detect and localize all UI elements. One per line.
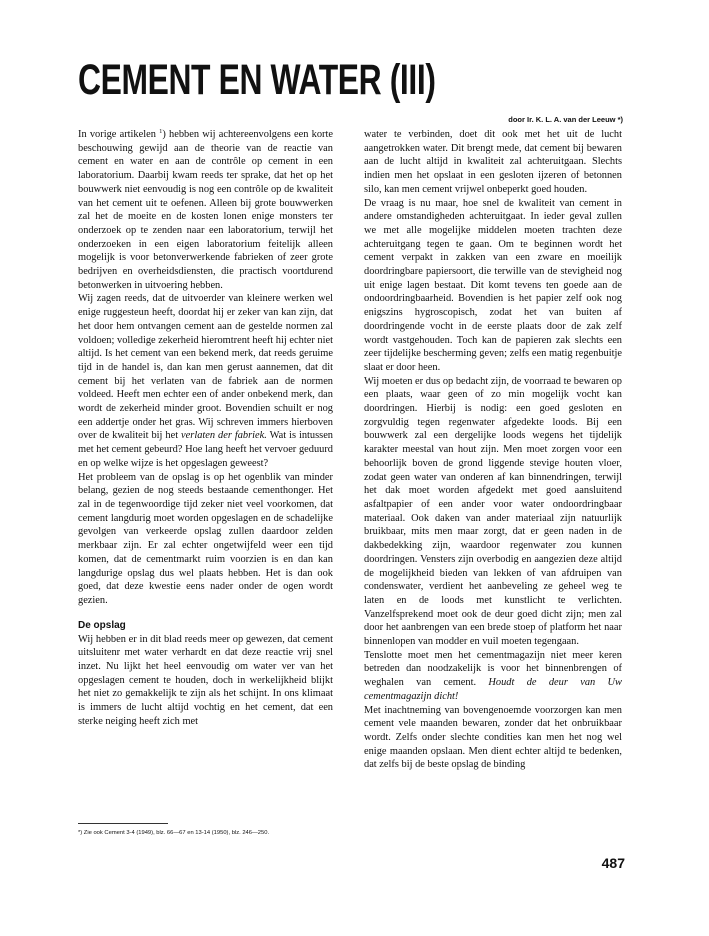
footnote: *) Zie ook Cement 3-4 (1949), blz. 66—67 en 13-14 (1950), blz. 246—250.	[78, 830, 270, 836]
emphasis-text: verlaten der fabriek.	[181, 430, 267, 442]
right-column	[364, 128, 622, 772]
footnote-reference: 1	[159, 128, 163, 135]
author-byline: door Ir. K. L. A. van der Leeuw *)	[508, 115, 623, 124]
paragraph-text: ) hebben wij achtereenvolgens een korte beschouwing gewijd aan de theorie van de reactie van cement en water en aan de contrôle op cement in een laboratorium. Daarbij kwam reeds ter sprake, dat het op het bouwwerk niet eenvoudig is nog een contrôle op de kwaliteit van het cement uit te oefenen. Alleen bij grote bouwwerken zal het de moeite en de kosten lonen enige monsters ter onderzoek op te zenden naar een laboratorium, terwijl het onderzoeken in een eigen laboratorium feitelijk alleen mogelijk is voor betonverwerkende fabrieken of zeer grote bedrijven en overheidsdiensten, die practisch voortdurend betonwerken in uitvoering hebben.	[78, 129, 333, 291]
paragraph: De vraag is nu maar, hoe snel de kwaliteit van cement in andere omstandigheden achteruitgaat. In ieder geval zullen we met alle mogelijke middelen moeten trachten deze achteruitgang tegen te gaan. Om te beginnen wordt het cement verpakt in zakken van een zware en moeilijk doordringbare papiersoort, die terwille van de stevigheid nog uit enige lagen bestaat. Dit komt tevens ten goede aan de ondoordringbaarheid. Bovendien is het papier zelf ook nog enigszins hygroscopisch, zodat het van buiten af doordringende vocht in de eerste plaats door de zak zelf wordt vastgehouden. Toch kan de papieren zak slechts een zeer tijdelijke bescherming geven; zelfs een matig regenbuitje slaat er door heen.	[364, 197, 622, 373]
article-title: CEMENT EN WATER (III)	[78, 56, 436, 104]
paragraph-text: Tenslotte moet men het cementmagazijn niet meer keren betreden dan noodzakelijk is voor het binnenbrengen of weghalen van cement.	[364, 649, 622, 689]
paragraph-text: In vorige artikelen	[78, 129, 160, 140]
paragraph	[364, 649, 622, 704]
page-number: 487	[601, 855, 625, 871]
paragraph	[78, 128, 333, 292]
paragraph: Wij moeten er dus op bedacht zijn, de voorraad te bewaren op een plaats, waar geen of zo min mogelijk vocht kan doordringen. Hierbij is nodig: een goed gesloten en zorgvuldig tegen regenwater afgedekte loods. Bij een bouwwerk zal een dergelijke loods wegens het tijdelijk karakter meestal van hout zijn. Men moet zorgen voor een behoorlijk boven de grond liggende stevige houten vloer, zodat geen water van onderen af kan binnendringen, terwijl het dak moet worden afgedekt met goed aansluitend asfaltpapier of een ander voor water ondoordringbaar materiaal. Ook daken van ander materiaal zijn natuurlijk bruikbaar, mits men maar zorgt, dat er geen naden in de dakbedekking zijn, waardoor regenwater zou kunnen doordringen. Vensters zijn overbodig en aangezien deze altijd de mogelijkheid bieden van lekken of van afdruipen van condenswater, verdient het aanbeveling ze geheel weg te laten en de loods met kunstlicht te verlichten. Vanzelfsprekend moet ook de deur goed dicht zijn; men zal door het aanbrengen van een brede stoep of platform het naar binnenlopen van modder en vuil moeten tegengaan.	[364, 375, 622, 648]
paragraph	[78, 292, 333, 470]
footnote-divider	[78, 823, 168, 824]
paragraph: Wij hebben er in dit blad reeds meer op gewezen, dat cement uitsluitenr met water verhardt en dat deze reactie vrij snel inzet. Nu lijkt het heel eenvoudig om water ver van het opgeslagen cement te houden, doch in werkelijkheid blijkt het niet zo gemakkelijk te zijn als het schijnt. In ons klimaat is immers de lucht altijd vochtig en het cement, dat een sterke neiging heeft zich met	[78, 633, 333, 727]
paragraph: water te verbinden, doet dit ook met het uit de lucht aangetrokken water. Dit brengt mede, dat cement bij bewaren aan de lucht altijd in kwaliteit zal achteruitgaan. Slechts indien men het opslaat in een gesloten ijzeren of betonnen silo, kan men cement vrijwel onbeperkt goed houden.	[364, 129, 622, 195]
emphasis-text: Houdt de deur van Uw cementmagazijn dicht!	[364, 677, 622, 702]
left-column	[78, 128, 333, 729]
paragraph: Met inachtneming van bovengenoemde voorzorgen kan men cement vele maanden bewaren, zonder dat het onbruikbaar wordt. Zelfs onder slechte condities kan men het nog wel enige maanden opslaan. Men dient echter altijd te bedenken, dat zelfs bij de beste opslag de binding	[364, 704, 622, 771]
paragraph: Het probleem van de opslag is op het ogenblik van minder belang, gezien de nog steeds bestaande cementhonger. Het zal in de tegenwoordige tijd zeker niet veel voorkomen, dat cement langdurig moet worden opgeslagen en de schadelijke gevolgen van verkeerde opslag zullen daardoor zelden merkbaar zijn. Er zal echter ongetwijfeld weer een tijd komen, dat de cementmarkt ruim voorzien is en dan kan langdurige opslag dus wel plaats hebben. Het is dan ook goed, dat deze kwestie eens nader onder de ogen wordt gezien.	[78, 471, 333, 606]
paragraph-text: Wij zagen reeds, dat de uitvoerder van kleinere werken wel enige ruggesteun heeft, doordat hij er zeker van kan zijn, dat het door hem ontvangen cement aan de gestelde normen zal voldoen; volledige zekerheid hieromtrent heeft hij echter niet altijd. Is het cement van een bekend merk, dat reeds geruime tijd in de handel is, dan kan men gerust aannemen, dat dit cement bij het verlaten van de fabriek aan de normen voldeed. Heeft men echter een of ander onbekend merk, dan wordt de zekerheid minder groot. Bovendien schuilt er nog een addertje onder het gras. Wij schreven immers hierboven over de kwaliteit bij het	[78, 293, 333, 442]
section-heading: De opslag	[78, 619, 126, 631]
paragraph-text: Wat is intussen met het cement gebeurd? Hoe lang heeft het vervoer geduurd en op welke wijze is het opgeslagen geweest?	[78, 430, 333, 469]
